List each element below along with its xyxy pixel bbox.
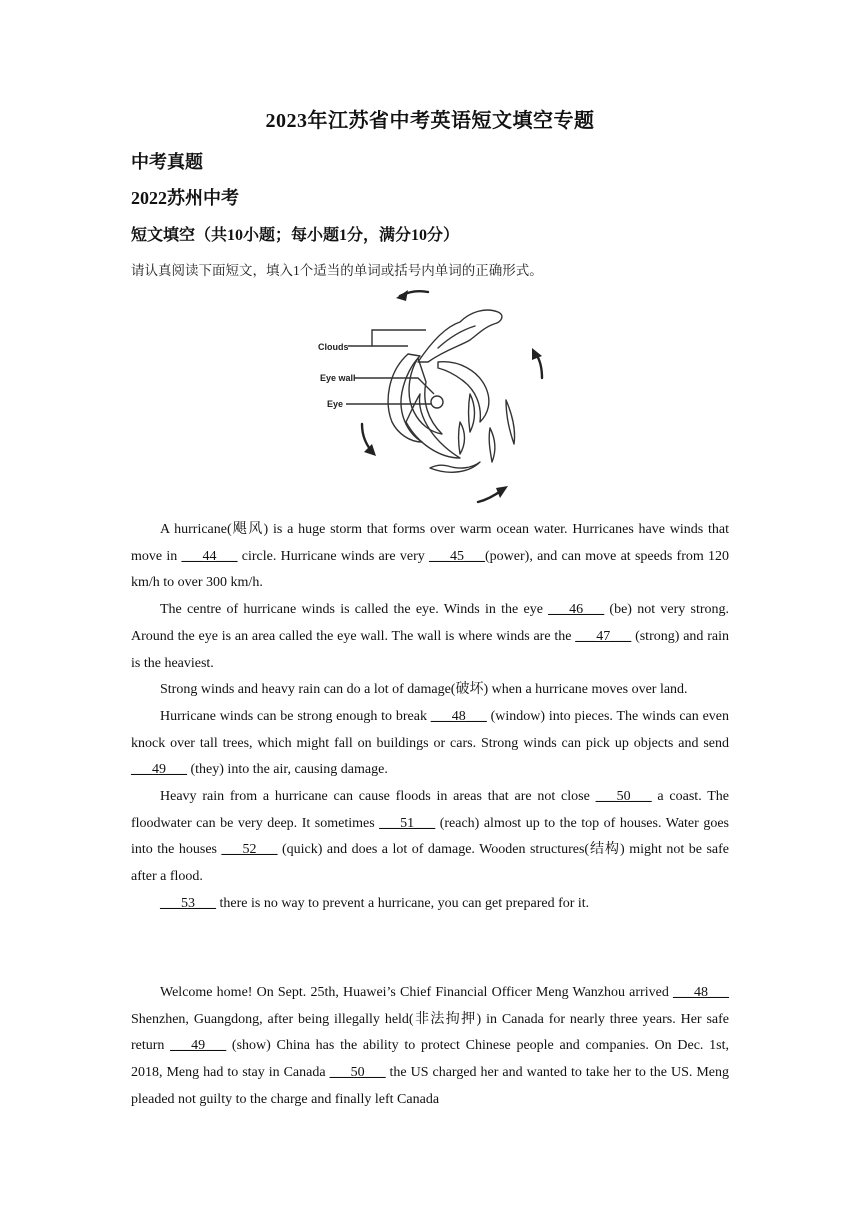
cloud-band-top xyxy=(418,310,502,362)
hurricane-diagram xyxy=(310,282,550,510)
hurricane-eye xyxy=(431,396,443,408)
blank-48-b[interactable]: ___48___ xyxy=(673,985,729,1000)
instruction-text: 请认真阅读下面短文，填入1个适当的单词或括号内单词的正确形式。 xyxy=(131,263,543,278)
blank-50-b[interactable]: ___50___ xyxy=(329,1065,386,1081)
blank-52[interactable]: ___52___ xyxy=(221,842,278,858)
task-heading: 短文填空（共10小题；每小题1分，满分10分） xyxy=(131,227,460,244)
blank-46[interactable]: ___46___ xyxy=(548,602,605,618)
paragraph: A hurricane(飓风) is a huge storm that forms over warm ocean water. Hurricanes have winds that move in ___44___ circle. Hurricane winds are very ___45___(power), and can move at speeds from 120 km/h to over 300 km/h. xyxy=(131,522,729,591)
document-title: 2023年江苏省中考英语短文填空专题 xyxy=(265,110,595,132)
blank-53[interactable]: ___53___ xyxy=(160,895,216,911)
exam-heading: 2022苏州中考 xyxy=(131,188,239,208)
blank-48[interactable]: ___48___ xyxy=(430,708,487,724)
label-eye: Eye xyxy=(327,399,344,409)
cloud-strip-right-2 xyxy=(489,428,495,462)
blank-49-b[interactable]: ___49___ xyxy=(170,1038,227,1054)
paragraph: Welcome home! On Sept. 25th, Huawei’s Chief Financial Officer Meng Wanzhou arrived ___48___ Shenzhen, Guangdong, after being illegally held(非法拘押) in Canada for nearly three years. Her safe return ___49___ (show) China has the ability to protect Chinese people and companies. On Dec. 1st, 2018, Meng had to stay in Canada ___50___ the US charged her and wanted to take her to the US. Meng pleaded not guilty to the charge and finally left Canada xyxy=(131,985,730,1107)
cloud-band-top-inner xyxy=(438,326,475,348)
cloud-band-far-bottom xyxy=(430,462,480,472)
label-clouds: Clouds xyxy=(318,342,349,352)
label-eye-wall: Eye wall xyxy=(320,373,356,383)
cloud-strip-right xyxy=(506,400,515,444)
paragraph: ___53___ there is no way to prevent a hurricane, you can get prepared for it. xyxy=(160,895,590,911)
blank-51[interactable]: ___51___ xyxy=(379,815,436,831)
paragraph: The centre of hurricane winds is called the eye. Winds in the eye ___46___ (be) not very strong. Around the eye is an area called the eye wall. The wall is where winds are the ___47___ (strong) and rain is the heaviest. xyxy=(131,602,729,671)
cloud-band-left xyxy=(388,354,422,442)
blank-47[interactable]: ___47___ xyxy=(575,628,632,644)
passage-1 xyxy=(131,517,729,918)
cloud-strip-inner xyxy=(469,394,475,432)
paragraph: Heavy rain from a hurricane can cause floods in areas that are not close ___50___ a coast. The floodwater can be very deep. It sometimes ___51___ (reach) almost up to the top of houses. Water goes into the houses ___52___ (quick) and does a lot of damage. Wooden structures(结构) might not be safe after a flood. xyxy=(131,789,730,885)
paragraph: Strong winds and heavy rain can do a lot of damage(破坏) when a hurricane moves over land. xyxy=(160,682,688,698)
cloud-band-right xyxy=(438,362,489,422)
passage-2 xyxy=(131,980,729,1114)
blank-45[interactable]: ___45___ xyxy=(429,548,486,564)
paragraph: Hurricane winds can be strong enough to break ___48___ (window) into pieces. The winds can even knock over tall trees, which might fall on buildings or cars. Strong winds can pick up objects and send ___49___ (they) into the air, causing damage. xyxy=(131,708,730,778)
blank-44[interactable]: ___44___ xyxy=(181,548,238,564)
cloud-strip-inner-2 xyxy=(459,422,465,454)
blank-49[interactable]: ___49___ xyxy=(131,762,187,778)
blank-50[interactable]: ___50___ xyxy=(595,789,652,805)
section-heading: 中考真题 xyxy=(131,152,203,172)
